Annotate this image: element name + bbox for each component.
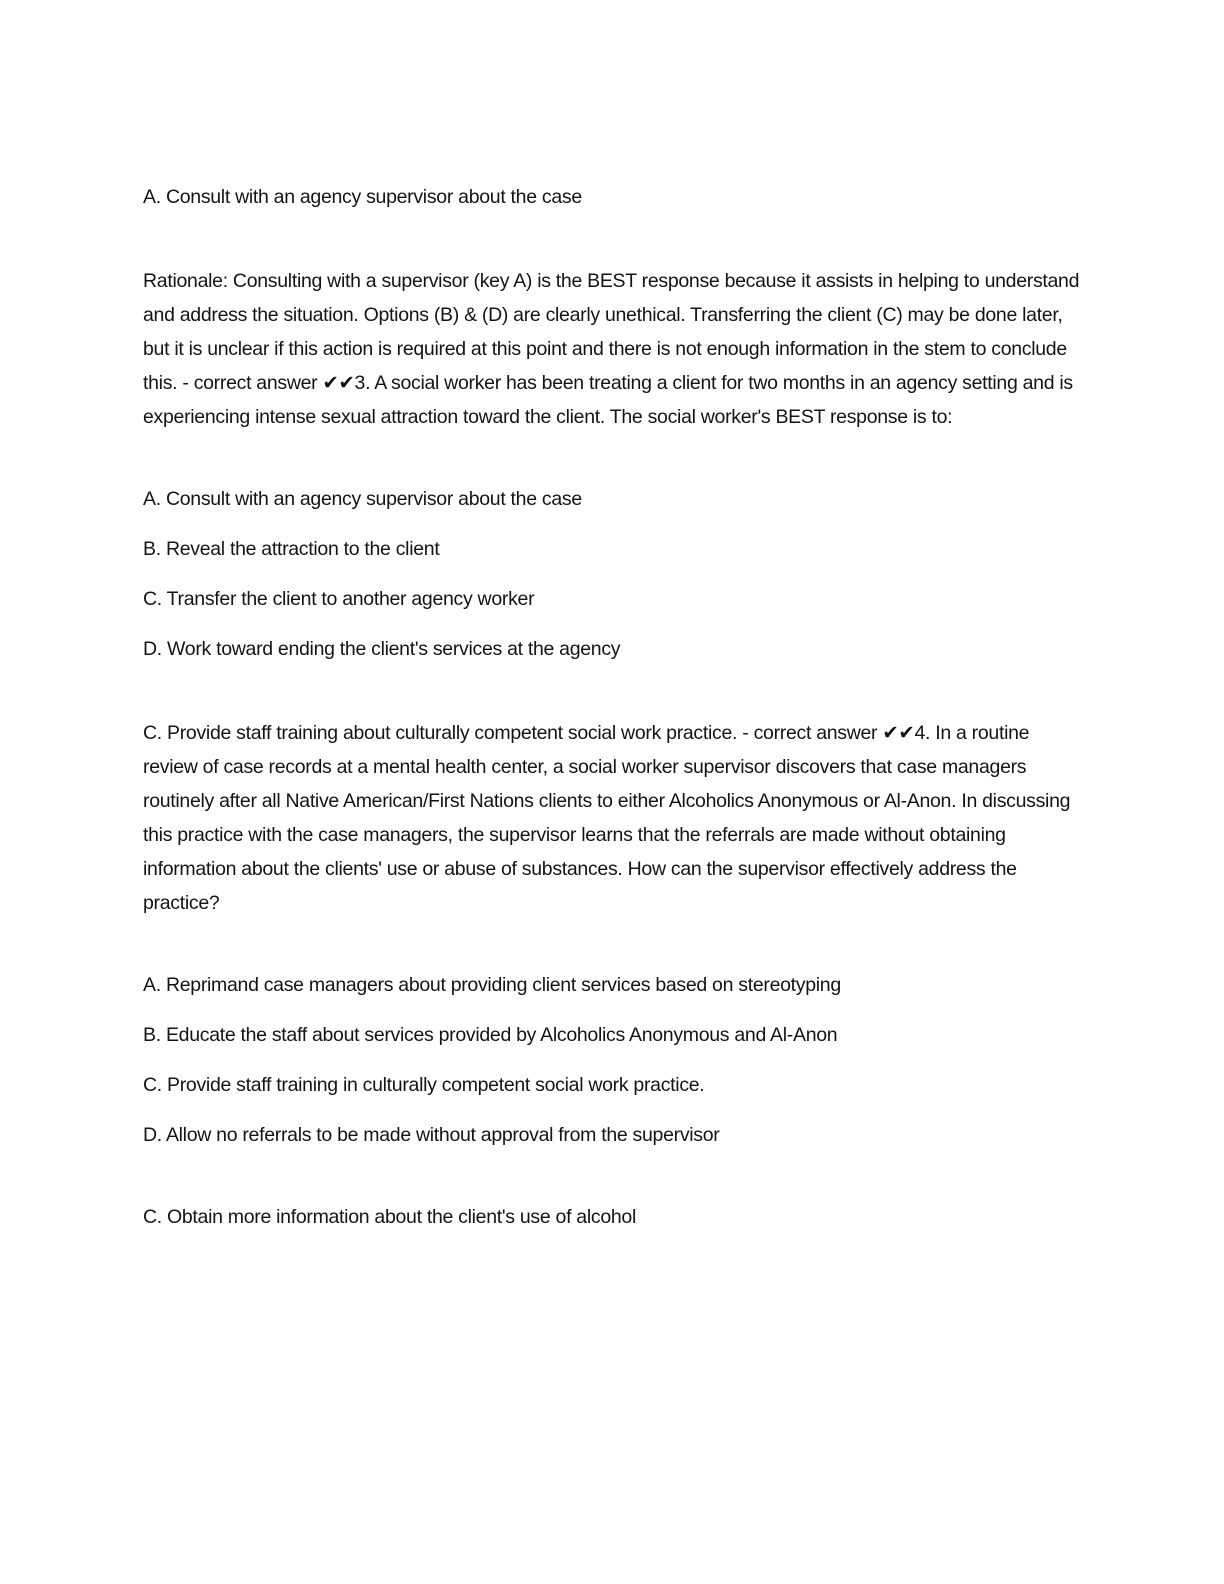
- question4-option-a: A. Reprimand case managers about providing client services based on stereotyping: [143, 974, 841, 996]
- question4-option-c: C. Provide staff training in culturally competent social work practice.: [143, 1074, 705, 1096]
- rationale2-and-question3-stem: Rationale: Consulting with a supervisor (key A) is the BEST response because it assists in helping to understand and address the situation. Options (B) & (D) are clearly unethical. Transferring the client (C) may be done later, but it is unclear if this action is required at this point and there is not enough information in the stem to conclude this. - correct answer ✔✔3. A social worker has been treating a client for two months in an agency setting and is experiencing intense sexual attraction toward the client. The social worker's BEST response is to:: [143, 270, 1080, 428]
- question3-option-d: D. Work toward ending the client's services at the agency: [143, 638, 621, 660]
- question4-answer-line: C. Obtain more information about the client's use of alcohol: [143, 1206, 636, 1228]
- question4-option-b: B. Educate the staff about services provided by Alcoholics Anonymous and Al-Anon: [143, 1024, 838, 1046]
- question3-option-b: B. Reveal the attraction to the client: [143, 538, 440, 560]
- question3-option-c: C. Transfer the client to another agency worker: [143, 588, 535, 610]
- question2-answer-line: A. Consult with an agency supervisor about the case: [143, 186, 582, 208]
- question3-option-a: A. Consult with an agency supervisor about the case: [143, 488, 582, 510]
- question4-option-d: D. Allow no referrals to be made without approval from the supervisor: [143, 1124, 720, 1146]
- question3-answer-and-question4-stem: C. Provide staff training about culturally competent social work practice. - correct answer ✔✔4. In a routine review of case records at a mental health center, a social worker supervisor discovers that case managers routinely after all Native American/First Nations clients to either Alcoholics Anonymous or Al-Anon. In discussing this practice with the case managers, the supervisor learns that the referrals are made without obtaining information about the clients' use or abuse of substances. How can the supervisor effectively address the practice?: [143, 722, 1071, 914]
